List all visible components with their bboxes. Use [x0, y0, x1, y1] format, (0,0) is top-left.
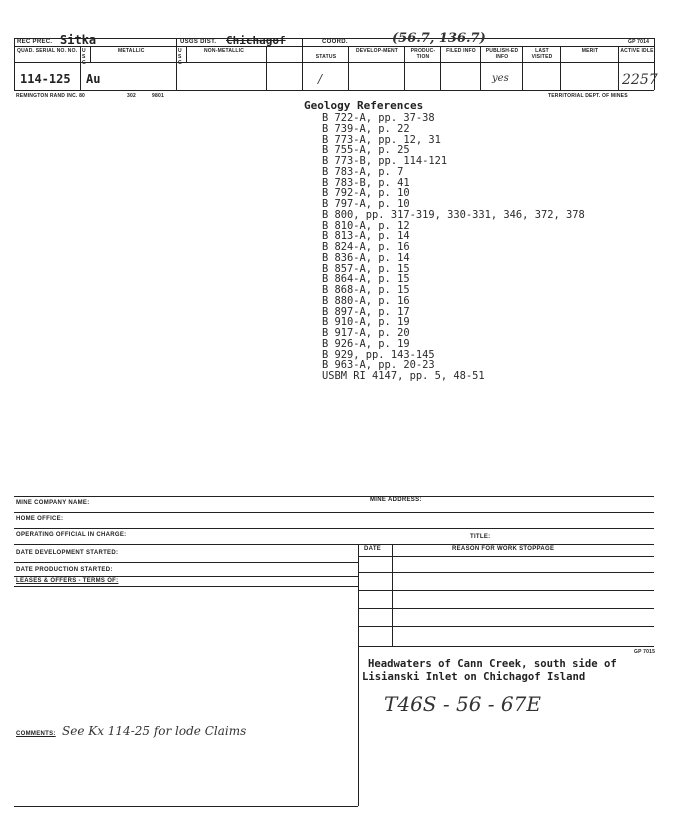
quad-serial-header: QUAD. SERIAL NO. NO. [17, 48, 78, 54]
township-range-handwritten: T46S - 56 - 67E [384, 692, 541, 716]
geology-title: Geology References [304, 99, 424, 112]
printer-line: REMINGTON RAND INC. 80 [16, 93, 86, 99]
geology-reference-item: B 800, pp. 317-319, 330-331, 346, 372, 378 [322, 208, 585, 221]
mine-address-label: MINE ADDRESS: [370, 497, 422, 503]
date-production-label: DATE PRODUCTION STARTED: [16, 567, 113, 573]
geology-reference-item: B 864-A, p. 15 [322, 273, 410, 286]
development-header: DEVELOP-MENT [355, 48, 399, 54]
geology-reference-item: B 783-A, p. 7 [322, 165, 404, 178]
geology-reference-item: B 824-A, p. 16 [322, 241, 410, 253]
status-header: STATUS [315, 54, 337, 60]
geology-reference-item: B 836-A, p. 14 [322, 251, 410, 264]
geology-reference-item: B 783-B, p. 41 [322, 176, 410, 189]
active-idle-header: ACTIVE IDLE [620, 48, 654, 54]
leases-offers-label: LEASES & OFFERS - TERMS OF: [16, 578, 119, 584]
metallic-value: Au [86, 72, 101, 86]
geology-reference-item: B 926-A, p. 19 [322, 337, 410, 350]
location-line-1: Headwaters of Cann Creek, south side of [368, 658, 617, 670]
last-visited-header: LAST VISITED [531, 48, 553, 60]
geology-reference-item: USBM RI 4147, pp. 5, 48-51 [322, 370, 485, 382]
comments-label: COMMENTS: [16, 731, 56, 737]
home-office-label: HOME OFFICE: [16, 516, 64, 522]
usgs-letters-metallic: U S G [82, 48, 87, 66]
title-label: TITLE: [470, 534, 491, 540]
geology-reference-item: B 857-A, p. 15 [322, 262, 410, 275]
coord-value: (56.7, 136.7) [392, 31, 486, 46]
dept-line: TERRITORIAL DEPT. OF MINES [548, 93, 628, 99]
geology-reference-item: B 797-A, p. 10 [322, 198, 410, 210]
geology-reference-item: B 773-B, pp. 114-121 [322, 155, 448, 167]
geology-reference-item: B 868-A, p. 15 [322, 284, 410, 296]
active-idle-value: 2257 [622, 72, 658, 88]
usgs-letters-nonmetallic: U S G [178, 48, 183, 66]
usgs-dist-label: USGS DIST. [180, 39, 217, 45]
published-info-value: yes [492, 73, 509, 84]
location-line-2: Lisianski Inlet on Chichagof Island [362, 671, 586, 683]
published-info-header: PUBLISH-ED INFO [485, 48, 519, 60]
form-number-bottom: GP 7015 [634, 649, 656, 655]
non-metallic-header: NON-METALLIC [204, 48, 245, 54]
merit-header: MERIT [581, 48, 599, 54]
geology-reference-item: B 755-A, p. 25 [322, 144, 410, 157]
production-header: PRODUC-TION [410, 48, 436, 60]
filed-info-header: FILED INFO [446, 48, 476, 54]
coord-label: COORD. [322, 39, 348, 45]
geology-reference-item: B 773-A, pp. 12, 31 [322, 133, 441, 146]
mine-company-name-label: MINE COMPANY NAME: [16, 500, 90, 506]
rec-prec-label: REC PREC. [17, 39, 53, 45]
rec-prec-value: Sitka [60, 33, 97, 47]
printer-code-1: 302 [127, 93, 136, 99]
date-column-header: DATE [364, 546, 382, 552]
geology-reference-item: B 910-A, p. 19 [322, 316, 410, 329]
date-development-label: DATE DEVELOPMENT STARTED: [16, 550, 119, 556]
geology-reference-item: B 810-A, p. 12 [322, 219, 410, 232]
comments-value: See Kx 114-25 for lode Claims [62, 724, 247, 738]
geology-reference-item: B 792-A, p. 10 [322, 187, 410, 200]
operating-official-label: OPERATING OFFICIAL IN CHARGE: [16, 532, 127, 538]
geology-reference-item: B 813-A, p. 14 [322, 230, 410, 243]
reason-column-header: REASON FOR WORK STOPPAGE [452, 546, 555, 552]
geology-reference-item: B 880-A, p. 16 [322, 294, 410, 307]
geology-reference-item: B 722-A, pp. 37-38 [322, 112, 435, 124]
geology-reference-item: B 917-A, p. 20 [322, 327, 410, 339]
status-value: / [318, 72, 323, 86]
metallic-header: METALLIC [118, 48, 145, 54]
form-number-top: GP 7014 [628, 39, 650, 45]
geology-reference-item: B 929, pp. 143-145 [322, 348, 435, 361]
quad-serial-value: 114-125 [20, 72, 71, 86]
geology-reference-list [322, 113, 585, 382]
usgs-dist-value: Chichagof [226, 34, 286, 47]
printer-code-2: 9801 [152, 93, 164, 99]
geology-reference-item: B 897-A, p. 17 [322, 305, 410, 318]
geology-reference-item: B 739-A, p. 22 [322, 122, 410, 135]
geology-reference-item: B 963-A, pp. 20-23 [322, 359, 435, 372]
